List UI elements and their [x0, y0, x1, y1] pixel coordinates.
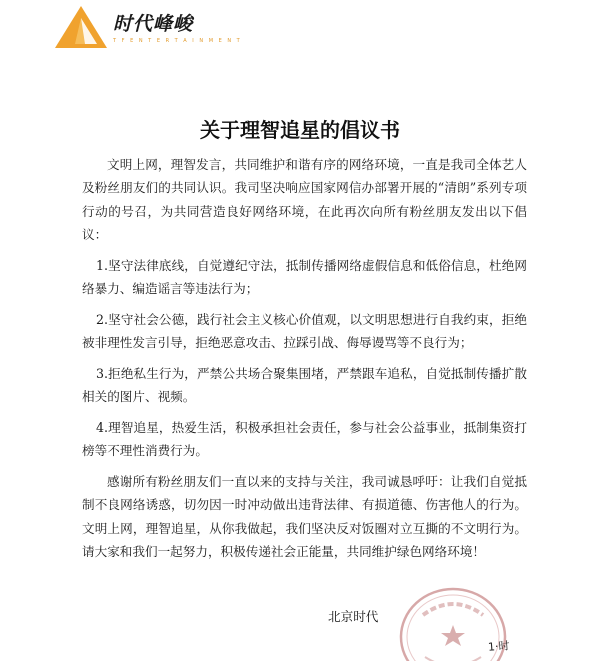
proposal-item-4: 4.理智追星，热爱生活，积极承担社会责任，参与社会公益事业，抵制集资打榜等不理性消费行为。 [82, 419, 527, 459]
document-body [82, 153, 527, 571]
handwritten-date: 1·时 [487, 639, 510, 654]
proposal-item-1: 1.坚守法律底线，自觉遵纪守法，抵制传播网络虚假信息和低俗信息，杜绝网络暴力、编造谣言等违法行为； [82, 257, 527, 296]
proposal-item-2: 2.坚守社会公德，践行社会主义核心价值观，以文明思想进行自我约束，拒绝被非理性发言引导，拒绝恶意攻击、拉踩引战、侮辱谩骂等不良行为； [82, 311, 527, 351]
logo-name: 时代峰峻 [113, 13, 194, 35]
signature-company: 北京时代 [328, 609, 379, 624]
company-logo [55, 6, 242, 50]
closing-paragraph: 感谢所有粉丝朋友们一直以来的支持与关注，我司诚恳呼吁：让我们自觉抵制不良网络诱惑，切勿因一时冲动做出违背法律、有损道德、伤害他人的行为。文明上网，理智追星，从你我做起，我们坚决反对饭圈对立互撕的不文明行为。请大家和我们一起努力，积极传递社会正能量，共同维护绿色网络环境！ [82, 474, 527, 559]
logo-subtitle: T F E N T E R T A I N M E N T [113, 38, 242, 44]
proposal-item-3: 3.拒绝私生行为，严禁公共场合聚集围堵，严禁跟车追私，自觉抵制传播扩散相关的图片、视频。 [82, 365, 527, 405]
triangle-logo-icon [55, 6, 107, 48]
document-title: 关于理智追星的倡议书 [200, 118, 400, 142]
intro-paragraph: 文明上网，理智发言，共同维护和谐有序的网络环境，一直是我司全体艺人及粉丝朋友们的共同认识。我司坚决响应国家网信办部署开展的“清朗”系列专项行动的号召，为共同营造良好网络环境，在此再次向所有粉丝朋友发出以下倡议： [82, 157, 527, 242]
